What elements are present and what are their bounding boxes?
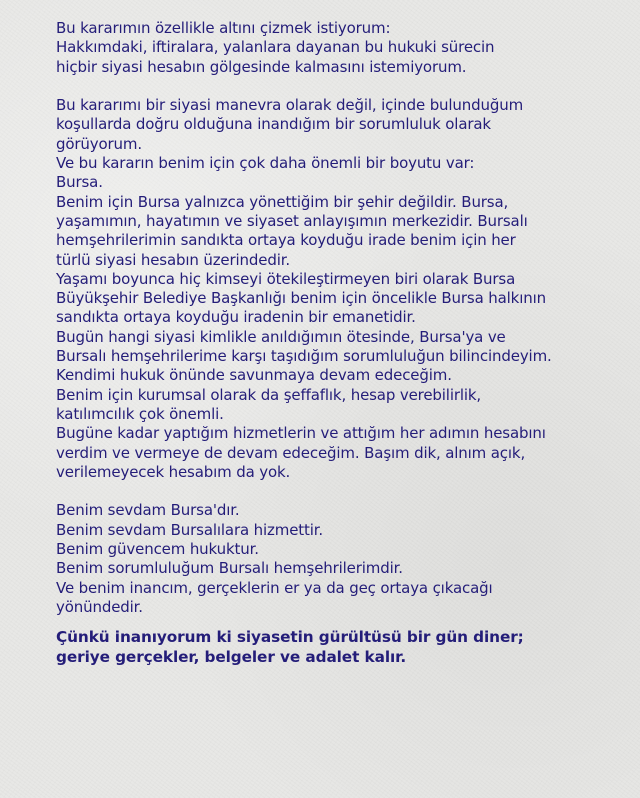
text-line: Bu kararımı bir siyasi manevra olarak değil, içinde bulunduğum bbox=[56, 96, 524, 115]
text-line: hemşehrilerimin sandıkta ortaya koyduğu irade benim için her bbox=[56, 231, 516, 250]
text-line: verdim ve vermeye de devam edeceğim. Başım dik, alnım açık, bbox=[56, 443, 526, 462]
statement-body bbox=[56, 19, 620, 667]
text-line: türlü siyasi hesabın üzerindedir. bbox=[56, 250, 291, 269]
text-line: Ve benim inancım, gerçeklerin er ya da geç ortaya çıkacağı bbox=[56, 578, 493, 597]
text-line: yaşamımın, hayatımın ve siyaset anlayışımın merkezidir. Bursalı bbox=[56, 211, 528, 230]
text-line: Büyükşehir Belediye Başkanlığı benim için öncelikle Bursa halkının bbox=[56, 289, 546, 308]
text-line: Benim sorumluluğum Bursalı hemşehrilerimdir. bbox=[56, 559, 403, 578]
text-line: Yaşamı boyunca hiç kimseyi ötekileştirmeyen biri olarak Bursa bbox=[56, 269, 516, 288]
paragraph-intro bbox=[56, 19, 620, 77]
text-line: koşullarda doğru olduğuna inandığım bir sorumluluk olarak bbox=[56, 115, 491, 134]
text-line: yönündedir. bbox=[56, 597, 143, 616]
paragraph-gap bbox=[56, 482, 620, 501]
text-line: Bugün hangi siyasi kimlikle anıldığımın ötesinde, Bursa'ya ve bbox=[56, 327, 506, 346]
paragraph-main bbox=[56, 96, 620, 482]
text-line: Bursalı hemşehrilerime karşı taşıdığım sorumluluğun bilincindeyim. bbox=[56, 347, 552, 366]
closing-line: geriye gerçekler, belgeler ve adalet kalır. bbox=[56, 648, 407, 667]
text-line: Benim için Bursa yalnızca yönettiğim bir şehir değildir. Bursa, bbox=[56, 192, 509, 211]
paragraph-commitments bbox=[56, 501, 620, 617]
text-line: Ve bu kararın benim için çok daha önemli bir boyutu var: bbox=[56, 154, 475, 173]
text-line: verilemeyecek hesabım da yok. bbox=[56, 462, 291, 481]
text-line: hiçbir siyasi hesabın gölgesinde kalmasını istemiyorum. bbox=[56, 57, 467, 76]
text-line: Bu kararımın özellikle altını çizmek istiyorum: bbox=[56, 19, 391, 37]
closing-line: Çünkü inanıyorum ki siyasetin gürültüsü bir gün diner; bbox=[56, 628, 524, 647]
text-line: Benim sevdam Bursalılara hizmettir. bbox=[56, 520, 324, 539]
text-line: Bursa. bbox=[56, 173, 103, 192]
text-line: Hakkımdaki, iftiralara, yalanlara dayanan bu hukuki sürecin bbox=[56, 38, 495, 57]
text-line: Bugüne kadar yaptığım hizmetlerin ve attığım her adımın hesabını bbox=[56, 424, 546, 443]
text-line: Kendimi hukuk önünde savunmaya devam edeceğim. bbox=[56, 366, 452, 385]
text-line: Benim güvencem hukuktur. bbox=[56, 540, 259, 559]
text-line: katılımcılık çok önemli. bbox=[56, 404, 224, 423]
text-line: Benim sevdam Bursa'dır. bbox=[56, 501, 240, 520]
text-line: sandıkta ortaya koyduğu iradenin bir emanetidir. bbox=[56, 308, 416, 327]
paragraph-gap bbox=[56, 77, 620, 96]
closing-statement bbox=[56, 627, 620, 667]
text-line: Benim için kurumsal olarak da şeffaflık, hesap verebilirlik, bbox=[56, 385, 482, 404]
text-line: görüyorum. bbox=[56, 134, 142, 153]
